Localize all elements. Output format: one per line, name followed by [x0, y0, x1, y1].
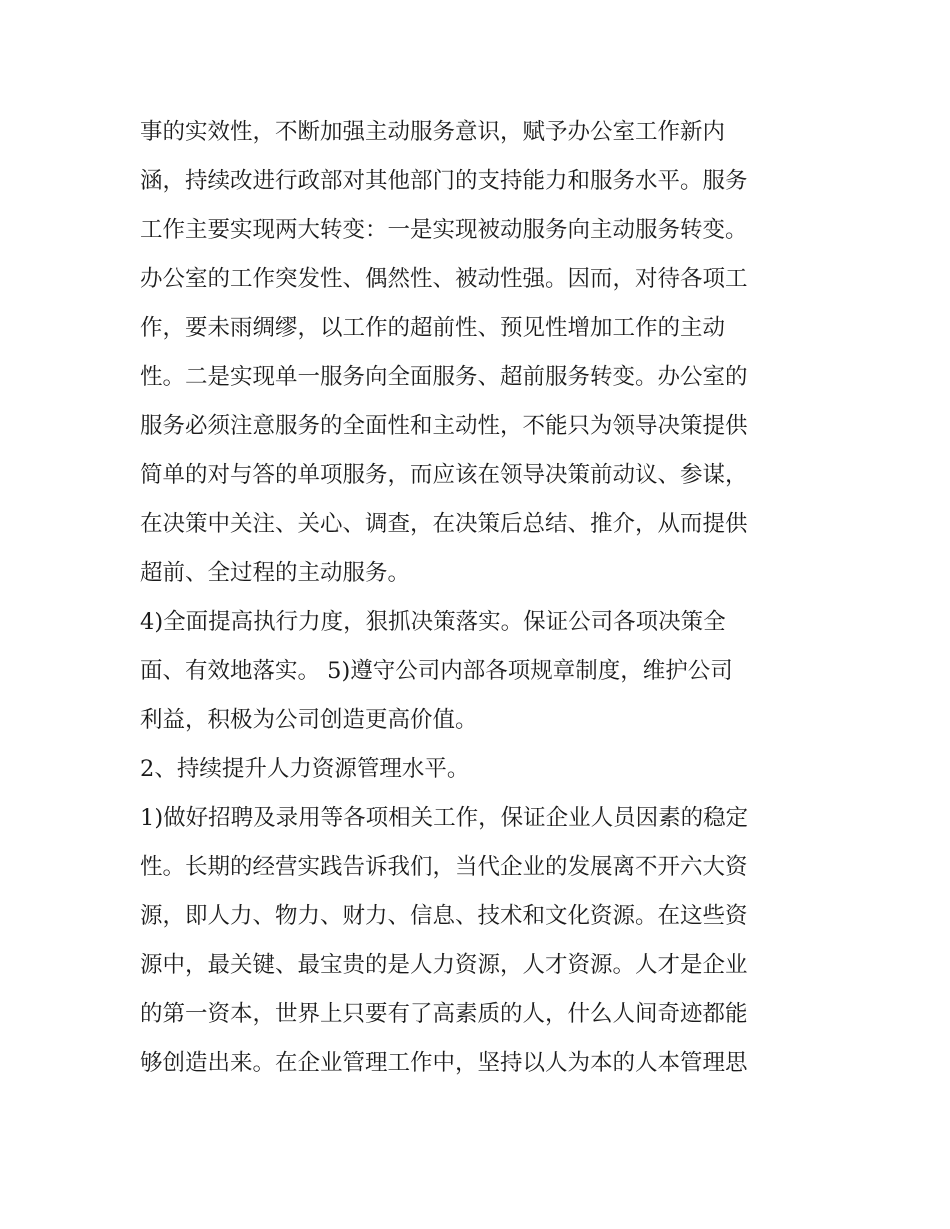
text-line: 2、持续提升人力资源管理水平。 — [140, 756, 470, 782]
text-line: 面、有效地落实。 5)遵守公司内部各项规章制度，维护公司 — [140, 658, 733, 684]
text-line: 超前、全过程的主动服务。 — [140, 560, 411, 586]
text-line: 办公室的工作突发性、偶然性、被动性强。因而，对待各项工 — [140, 266, 748, 292]
text-line: 性。二是实现单一服务向全面服务、超前服务转变。办公室的 — [140, 364, 748, 390]
document-body — [140, 108, 820, 1088]
text-line: 作，要未雨绸缪，以工作的超前性、预见性增加工作的主动 — [140, 315, 726, 341]
text-line: 源中，最关键、最宝贵的是人力资源，人才资源。人才是企业 — [140, 952, 748, 978]
text-line: 工作主要实现两大转变：一是实现被动服务向主动服务转变。 — [140, 217, 748, 243]
text-line: 利益，积极为公司创造更高价值。 — [140, 707, 478, 733]
text-line: 在决策中关注、关心、调查，在决策后总结、推介，从而提供 — [140, 511, 748, 537]
text-line: 服务必须注意服务的全面性和主动性，不能只为领导决策提供 — [140, 413, 748, 439]
text-line: 1)做好招聘及录用等各项相关工作，保证企业人员因素的稳定 — [140, 805, 749, 831]
text-line: 事的实效性，不断加强主动服务意识，赋予办公室工作新内 — [140, 119, 726, 145]
text-line: 简单的对与答的单项服务，而应该在领导决策前动议、参谋， — [140, 462, 748, 488]
text-line: 4)全面提高执行力度，狠抓决策落实。保证公司各项决策全 — [140, 609, 726, 635]
text-line: 涵，持续改进行政部对其他部门的支持能力和服务水平。服务 — [140, 168, 748, 194]
text-line: 源，即人力、物力、财力、信息、技术和文化资源。在这些资 — [140, 903, 748, 929]
text-line: 够创造出来。在企业管理工作中，坚持以人为本的人本管理思 — [140, 1050, 748, 1076]
text-line: 性。长期的经营实践告诉我们，当代企业的发展离不开六大资 — [140, 854, 748, 880]
text-line: 的第一资本，世界上只要有了高素质的人，什么人间奇迹都能 — [140, 1001, 748, 1027]
